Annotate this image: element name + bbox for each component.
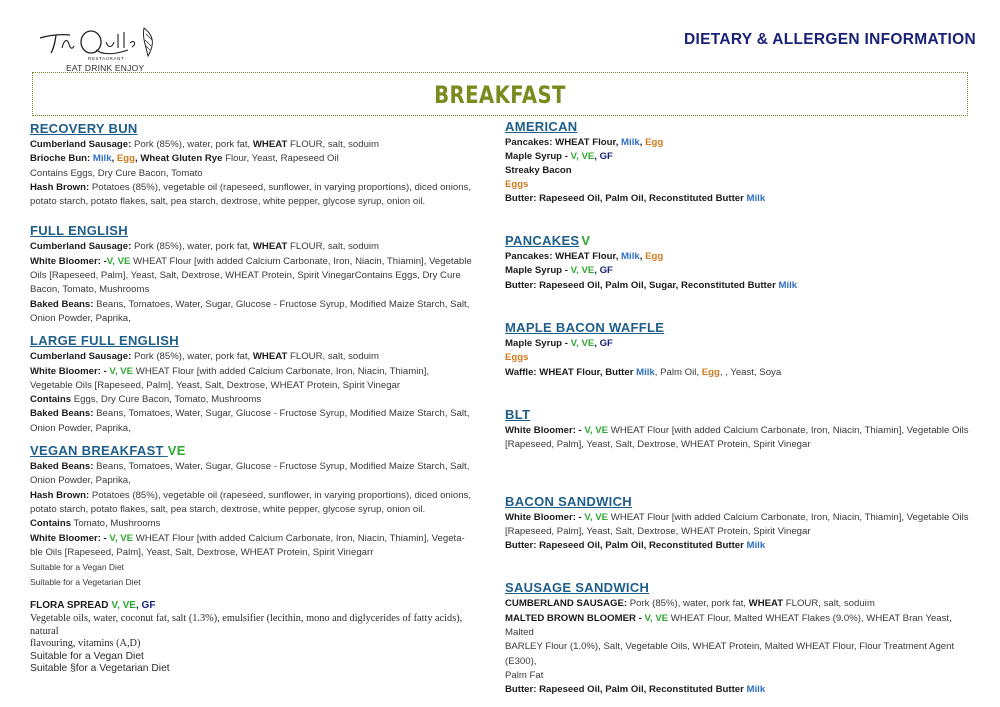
- text: Rapeseed Oil, Palm Oil, Reconstituted Butter: [536, 540, 747, 552]
- right-column: [505, 118, 975, 698]
- section-title: [30, 599, 480, 613]
- line: [Rapeseed, Palm], Yeast, Salt, Dextrose, WHEAT Protein, Spirit Vinegar: [505, 439, 811, 451]
- line: [30, 517, 480, 531]
- section-title: BLT: [505, 406, 531, 422]
- line: flavouring, vitamins (A,D): [30, 638, 141, 650]
- line: [30, 393, 480, 407]
- line: [505, 366, 975, 380]
- section-title: [30, 442, 480, 460]
- allergen: WHEAT: [748, 598, 784, 610]
- logo-subtitle: RESTAURANT: [88, 56, 125, 61]
- text: Rapeseed Oil, Palm Oil, Reconstituted Butter: [536, 684, 747, 696]
- vegan-badge: , VE: [576, 265, 595, 277]
- section-vegan-breakfast: [30, 442, 480, 590]
- text: WHEAT Flour [with added Calcium Carbonate, Iron, Niacin, Thiamin], Vegetable Oils: [608, 424, 969, 436]
- vegetarian-badge: V: [644, 612, 650, 624]
- vegan-badge: , VE: [576, 338, 595, 350]
- label: Baked Beans:: [30, 298, 94, 310]
- line: Bacon, Tomato, Mushrooms: [30, 284, 150, 296]
- line: BARLEY Flour (1.0%), Salt, Vegetable Oils, WHEAT Protein, Malted WHEAT Flour, Flour Treatment Agent (E300),: [505, 641, 955, 667]
- egg-allergen: Egg: [701, 366, 720, 378]
- allergen: WHEAT: [252, 139, 288, 150]
- text: Pork (85%), water, pork fat,: [627, 598, 749, 610]
- milk-allergen: Milk: [621, 137, 640, 148]
- line: Onion Powder, Paprika,: [30, 312, 131, 324]
- line: [505, 597, 975, 611]
- allergen: WHEAT Flour,: [552, 251, 622, 263]
- line: [505, 424, 975, 438]
- allergen: WHEAT: [252, 351, 288, 363]
- section-title: MAPLE BACON WAFFLE: [505, 320, 665, 336]
- vegetarian-badge: V: [106, 255, 113, 267]
- text: FLOUR, salt, soduim: [287, 241, 380, 253]
- line: [505, 250, 975, 264]
- quill-logo-icon: [36, 26, 166, 60]
- label: Butter:: [505, 192, 537, 204]
- line: [30, 407, 480, 421]
- line: [30, 152, 480, 166]
- section-title: LARGE FULL ENGLISH: [30, 333, 179, 349]
- line: [505, 192, 975, 206]
- section-blt: [505, 406, 975, 453]
- label: Baked Beans:: [30, 408, 94, 420]
- line: Streaky Bacon: [505, 164, 572, 176]
- egg-allergen: Egg: [645, 251, 664, 263]
- text: , Palm Oil,: [654, 366, 702, 378]
- separator: ,: [111, 153, 117, 165]
- line: Palm Fat: [505, 669, 544, 681]
- milk-allergen: Milk: [746, 684, 766, 696]
- line: Suitable for a Vegan Diet: [30, 650, 144, 662]
- label: MALTED BROWN BLOOMER: [505, 612, 636, 624]
- section-title: FULL ENGLISH: [30, 223, 128, 239]
- line: potato starch, potato flakes, salt, pea starch, dextrose, white pepper, glycose syrup, onion oil.: [30, 503, 426, 515]
- label: Hash Brown:: [30, 489, 90, 501]
- text: Pork (85%), water, pork fat,: [131, 139, 253, 150]
- line: potato starch, potato flakes, salt, pea starch, dextrose, white pepper, glycose syrup, onion oil.: [30, 196, 426, 208]
- text: Rapeseed Oil, Palm Oil, Sugar, Reconstituted Butter: [536, 279, 779, 291]
- line: [Rapeseed, Palm], Yeast, Salt, Dextrose, WHEAT Protein, Spirit Vinegar: [505, 525, 811, 537]
- section-maple-bacon-waffle: [505, 319, 975, 380]
- label: White Bloomer:: [505, 424, 576, 436]
- milk-allergen: Milk: [746, 540, 766, 552]
- text: Potatoes (85%), vegetable oil (rapeseed, sunflower, in varying proportions), diced onions,: [89, 181, 472, 193]
- label: Butter:: [505, 279, 537, 291]
- milk-allergen: Milk: [746, 192, 766, 204]
- section-title-text: PANCAKES: [505, 233, 580, 249]
- line: [505, 612, 975, 641]
- left-column: [30, 120, 480, 676]
- section-american: [505, 118, 975, 206]
- line: Eggs: [505, 178, 529, 190]
- line: [30, 138, 480, 152]
- section-bacon-sandwich: [505, 493, 975, 554]
- section-title: BACON SANDWICH: [505, 493, 632, 509]
- line: [505, 511, 975, 525]
- vegetarian-badge: V: [570, 151, 577, 163]
- label: White Bloomer:: [30, 532, 101, 544]
- label: Cumberland Sausage:: [30, 241, 132, 253]
- separator: -: [575, 511, 585, 523]
- line: Suitable for a Vegetarian Diet: [30, 577, 141, 588]
- section-title: [505, 232, 975, 250]
- allergen: WHEAT: [252, 241, 288, 253]
- text: FLOUR, salt, soduim: [783, 598, 875, 610]
- line: Contains Eggs, Dry Cure Bacon, Tomato: [30, 167, 203, 179]
- text: , , Yeast, Soya: [719, 366, 782, 378]
- separator: ,: [639, 251, 646, 263]
- label: Maple Syrup: [505, 151, 563, 163]
- label: Contains: [30, 518, 72, 530]
- text: Beans, Tomatoes, Water, Sugar, Glucose - Fructose Syrup, Modified Maize Starch, Salt,: [93, 408, 470, 420]
- label: Butter:: [505, 684, 537, 696]
- text: Eggs, Dry Cure Bacon, Tomato, Mushrooms: [71, 394, 262, 406]
- label: White Bloomer:: [30, 255, 101, 267]
- allergen: WHEAT Flour,: [552, 137, 622, 148]
- section-full-english: [30, 222, 480, 326]
- line: [505, 337, 975, 351]
- line: [505, 264, 975, 278]
- separator: -: [562, 151, 571, 163]
- section-sausage-sandwich: [505, 579, 975, 697]
- tagline: EAT DRINK ENJOY: [66, 63, 145, 73]
- vegetarian-badge: V: [111, 600, 118, 612]
- page-title: DIETARY & ALLERGEN INFORMATION: [684, 31, 977, 48]
- vegetarian-badge: V: [584, 511, 590, 523]
- separator: -: [100, 255, 107, 267]
- section-recovery-bun: [30, 120, 480, 209]
- line: Oils [Rapeseed, Palm], Yeast, Salt, Dextrose, WHEAT Protein, Spirit VinegarContains Eggs, Dry Cure: [30, 270, 461, 282]
- text: WHEAT Flour [with added Calcium Carbonate, Iron, Niacin, Thiamin], Vegetable: [130, 255, 472, 267]
- label: Butter:: [505, 540, 537, 552]
- label: Cumberland Sausage:: [30, 139, 132, 150]
- milk-allergen: Milk: [621, 251, 640, 263]
- text: Pork (85%), water, pork fat,: [131, 351, 253, 363]
- milk-allergen: Milk: [636, 366, 655, 378]
- separator: -: [100, 532, 110, 544]
- separator: -: [562, 338, 571, 350]
- vegetarian-badge: V: [109, 365, 115, 377]
- vegan-badge: , VE: [112, 255, 131, 267]
- text: Tomato, Mushrooms: [71, 518, 161, 530]
- line: [30, 240, 480, 254]
- label: Waffle:: [505, 366, 537, 378]
- label: Maple Syrup: [505, 338, 563, 350]
- banner-title: BREAKFAST: [434, 81, 566, 109]
- label: Hash Brown:: [30, 181, 90, 193]
- section-title-text: VEGAN BREAKFAST: [30, 443, 164, 459]
- section-large-full-english: [30, 332, 480, 436]
- text: WHEAT Flour, Malted WHEAT Flakes (9.0%), WHEAT Bran Yeast, Malted: [505, 612, 952, 639]
- label: Contains: [30, 394, 72, 406]
- line: Onion Powder, Paprika,: [30, 422, 131, 434]
- separator: -: [100, 365, 110, 377]
- line: [30, 298, 480, 312]
- separator: ,: [639, 137, 646, 148]
- label: White Bloomer:: [30, 365, 101, 377]
- vegan-badge: VE: [167, 443, 186, 459]
- section-title: SAUSAGE SANDWICH: [505, 580, 650, 596]
- text: WHEAT Flour [with added Calcium Carbonate, Iron, Niacin, Thiamin],: [133, 365, 430, 377]
- line: [30, 365, 480, 379]
- allergen: , Wheat Gluten Rye: [135, 153, 223, 165]
- separator: -: [635, 612, 645, 624]
- label: Cumberland Sausage:: [30, 351, 132, 363]
- gluten-free-badge: , GF: [594, 151, 613, 163]
- line: Vegetable Oils [Rapeseed, Palm], Yeast, Salt, Dextrose, WHEAT Protein, Spirit Vinegar: [30, 379, 401, 391]
- gluten-free-badge: , GF: [135, 600, 156, 612]
- text: Beans, Tomatoes, Water, Sugar, Glucose - Fructose Syrup, Modified Maize Starch, Salt,: [93, 461, 470, 473]
- text: FLOUR, salt, soduim: [287, 351, 380, 363]
- line: Suitable §for a Vegetarian Diet: [30, 663, 170, 675]
- text: Flour, Yeast, Rapeseed Oil: [222, 153, 339, 165]
- vegetarian-badge: V: [109, 532, 115, 544]
- section-flora-spread: [30, 599, 480, 676]
- vegan-badge: , VE: [589, 424, 609, 436]
- breakfast-banner: [32, 72, 968, 116]
- label: CUMBERLAND SAUSAGE:: [505, 598, 628, 610]
- text: Rapeseed Oil, Palm Oil, Reconstituted Butter: [536, 192, 747, 204]
- text: Beans, Tomatoes, Water, Sugar, Glucose - Fructose Syrup, Modified Maize Starch, Salt,: [93, 298, 470, 310]
- line: [505, 136, 975, 150]
- vegan-badge: , VE: [576, 151, 595, 163]
- line: [505, 150, 975, 164]
- section-pancakes: [505, 232, 975, 293]
- text: Pork (85%), water, pork fat,: [131, 241, 253, 253]
- separator: -: [562, 265, 571, 277]
- section-title-text: FLORA SPREAD: [30, 600, 112, 612]
- egg-allergen: Egg: [116, 153, 136, 165]
- line: [30, 460, 480, 474]
- line: [30, 181, 480, 195]
- text: Potatoes (85%), vegetable oil (rapeseed, sunflower, in varying proportions), diced onions,: [89, 489, 472, 501]
- line: Onion Powder, Paprika,: [30, 475, 131, 487]
- gluten-free-badge: , GF: [594, 338, 613, 350]
- gluten-free-badge: , GF: [594, 265, 613, 277]
- line: [30, 350, 480, 364]
- label: Brioche Bun:: [30, 153, 91, 165]
- label: Maple Syrup: [505, 265, 563, 277]
- section-title: RECOVERY BUN: [30, 121, 138, 136]
- vegetarian-badge: V: [581, 233, 591, 249]
- vegan-badge: , VE: [114, 532, 134, 544]
- line: [30, 532, 480, 546]
- text: WHEAT Flour [with added Calcium Carbonate, Iron, Niacin, Thiamin], Vegeta-: [133, 532, 465, 544]
- vegan-badge: , VE: [649, 612, 669, 624]
- line: [505, 683, 975, 697]
- label: Pancakes:: [505, 251, 553, 263]
- label: White Bloomer:: [505, 511, 576, 523]
- milk-allergen: Milk: [90, 153, 112, 165]
- line: [30, 255, 480, 269]
- egg-allergen: Egg: [645, 137, 664, 148]
- label: Baked Beans:: [30, 461, 94, 473]
- line: [505, 279, 975, 293]
- line: ble Oils [Rapeseed, Palm], Yeast, Salt, Dextrose, WHEAT Protein, Spirit Vinegarr: [30, 546, 374, 558]
- section-title: AMERICAN: [505, 119, 578, 134]
- line: [505, 539, 975, 553]
- text: FLOUR, salt, soduim: [287, 139, 380, 150]
- vegetarian-badge: V: [584, 424, 590, 436]
- vegan-badge: , VE: [117, 600, 136, 612]
- milk-allergen: Milk: [778, 279, 798, 291]
- vegan-badge: , VE: [589, 511, 609, 523]
- label: Pancakes:: [505, 137, 553, 148]
- line: [30, 489, 480, 503]
- vegetarian-badge: V: [570, 338, 577, 350]
- text: WHEAT Flour [with added Calcium Carbonate, Iron, Niacin, Thiamin], Vegetable Oils: [608, 511, 969, 523]
- vegan-badge: , VE: [114, 365, 134, 377]
- separator: -: [575, 424, 585, 436]
- line: Suitable for a Vegan Diet: [30, 562, 125, 573]
- line: Eggs: [505, 352, 529, 364]
- vegetarian-badge: V: [570, 265, 577, 277]
- text: WHEAT Flour, Butter: [536, 366, 637, 378]
- line: Vegetable oils, water, coconut fat, salt (1.3%), emulsifier (lecithin, mono and diglycerides of fatty acids), natural: [30, 613, 463, 637]
